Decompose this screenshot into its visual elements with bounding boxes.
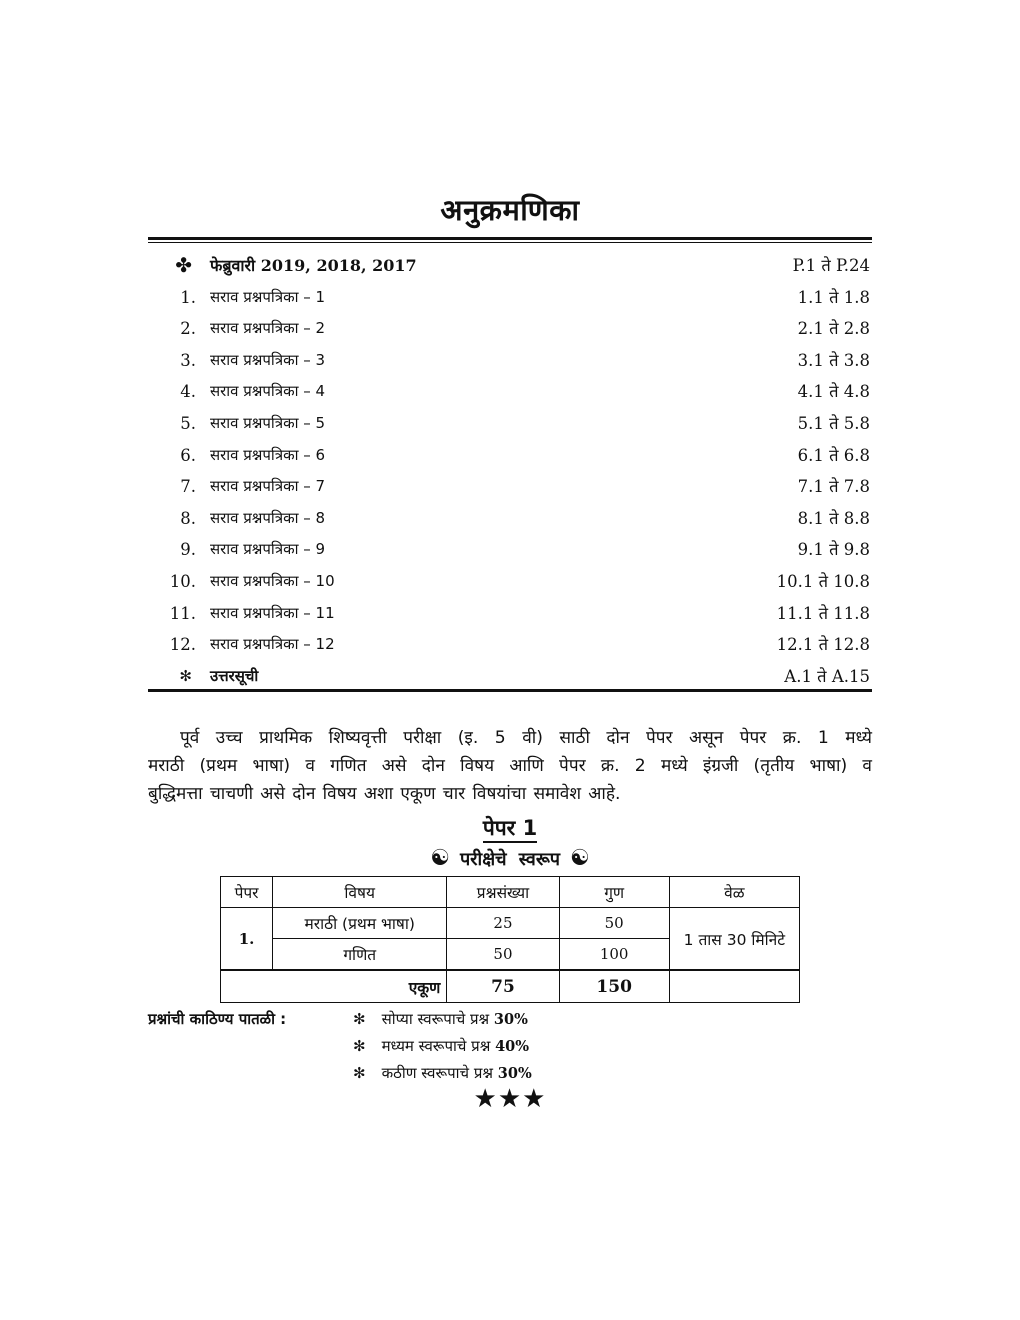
questions-cell: 25 bbox=[447, 908, 559, 939]
toc-num: 8. bbox=[180, 508, 196, 528]
toc-row[interactable] bbox=[148, 471, 872, 503]
toc-label: सराव प्रश्नपत्रिका – 2 bbox=[210, 319, 326, 338]
toc-num: 6. bbox=[180, 445, 196, 465]
toc-pages: P.1 ते P.24 bbox=[792, 256, 870, 275]
paper-title bbox=[0, 814, 1020, 842]
intro-line: पूर्व उच्च प्राथमिक शिष्यवृत्ती परीक्षा (इ. 5 वी) साठी दोन पेपर असून पेपर क्र. 1 मध्ये bbox=[180, 728, 872, 748]
yin-yang-icon: ☯ bbox=[430, 846, 450, 871]
toc-num: 3. bbox=[180, 350, 196, 370]
page-title: अनुक्रमणिका bbox=[440, 193, 580, 227]
toc-num: 2. bbox=[180, 319, 196, 339]
toc-row[interactable] bbox=[148, 629, 872, 661]
time-cell: 1 तास 30 मिनिटे bbox=[669, 908, 799, 971]
toc-row[interactable] bbox=[148, 408, 872, 440]
toc-label: सराव प्रश्नपत्रिका – 4 bbox=[210, 382, 326, 401]
toc-row[interactable] bbox=[148, 282, 872, 314]
asterisk-icon: ✻ bbox=[353, 1064, 366, 1082]
toc-row[interactable] bbox=[148, 503, 872, 535]
toc-row[interactable] bbox=[148, 534, 872, 566]
toc-label: उत्तरसूची bbox=[210, 666, 259, 685]
toc-row[interactable] bbox=[148, 313, 872, 345]
column-header: प्रश्नसंख्या bbox=[447, 877, 559, 908]
total-questions-cell: 75 bbox=[447, 970, 559, 1003]
exam-format-heading-text: परीक्षेचे स्वरूप bbox=[459, 849, 561, 870]
toc-pages: 4.1 ते 4.8 bbox=[797, 382, 870, 402]
asterisk-icon: ✻ bbox=[353, 1037, 366, 1055]
toc-pages: 7.1 ते 7.8 bbox=[797, 477, 870, 497]
toc-bottom-rule bbox=[148, 689, 872, 692]
toc-label: सराव प्रश्नपत्रिका – 6 bbox=[210, 445, 326, 464]
column-header: पेपर bbox=[221, 877, 273, 908]
yin-yang-icon: ☯ bbox=[570, 846, 590, 871]
intro-paragraph bbox=[148, 724, 872, 808]
toc-pages: 1.1 ते 1.8 bbox=[797, 287, 870, 307]
difficulty-item bbox=[353, 1060, 532, 1087]
column-header: विषय bbox=[273, 877, 447, 908]
toc-label: सराव प्रश्नपत्रिका – 7 bbox=[210, 477, 326, 496]
difficulty-text: मध्यम स्वरूपाचे प्रश्न bbox=[381, 1037, 491, 1055]
total-empty-cell bbox=[669, 970, 799, 1003]
toc-num: 7. bbox=[180, 477, 196, 497]
difficulty-item bbox=[353, 1006, 528, 1033]
subject-cell: मराठी (प्रथम भाषा) bbox=[273, 908, 447, 939]
table-header-row bbox=[221, 877, 800, 908]
toc-pages: 6.1 ते 6.8 bbox=[797, 445, 870, 465]
toc-label: सराव प्रश्नपत्रिका – 11 bbox=[210, 603, 335, 622]
toc-pages: A.1 ते A.15 bbox=[784, 666, 870, 686]
toc-label: सराव प्रश्नपत्रिका – 1 bbox=[210, 287, 326, 306]
exam-format-table bbox=[220, 876, 800, 1003]
toc-row[interactable] bbox=[148, 376, 872, 408]
asterisk-icon: ✻ bbox=[179, 666, 192, 685]
difficulty-text: कठीण स्वरूपाचे प्रश्न bbox=[381, 1064, 493, 1082]
total-row bbox=[221, 970, 800, 1003]
toc-pages: 8.1 ते 8.8 bbox=[797, 508, 870, 528]
toc-row[interactable] bbox=[148, 440, 872, 472]
difficulty-section bbox=[148, 1006, 872, 1096]
toc-num: 4. bbox=[180, 382, 196, 402]
toc-row[interactable] bbox=[148, 345, 872, 377]
difficulty-percent: 30% bbox=[497, 1065, 532, 1082]
toc-label: सराव प्रश्नपत्रिका – 3 bbox=[210, 350, 326, 369]
toc-pages: 9.1 ते 9.8 bbox=[797, 540, 870, 560]
toc-footer-row[interactable] bbox=[148, 661, 872, 693]
column-header: वेळ bbox=[669, 877, 799, 908]
toc-pages: 5.1 ते 5.8 bbox=[797, 413, 870, 433]
marks-cell: 100 bbox=[559, 939, 669, 971]
toc-num: 12. bbox=[169, 635, 196, 655]
table-row bbox=[221, 908, 800, 939]
star-icon: ★★★ bbox=[473, 1084, 547, 1114]
difficulty-percent: 40% bbox=[495, 1038, 530, 1055]
total-marks-cell: 150 bbox=[559, 970, 669, 1003]
exam-format-heading bbox=[0, 846, 1020, 871]
intro-line: बुद्धिमत्ता चाचणी असे दोन विषय अशा एकूण चार विषयांचा समावेश आहे. bbox=[148, 784, 621, 804]
toc-pages: 3.1 ते 3.8 bbox=[797, 350, 870, 370]
table-of-contents bbox=[148, 250, 872, 692]
toc-num: 1. bbox=[180, 287, 196, 307]
subject-cell: गणित bbox=[273, 939, 447, 971]
difficulty-percent: 30% bbox=[493, 1011, 528, 1028]
toc-row[interactable] bbox=[148, 566, 872, 598]
toc-pages: 10.1 ते 10.8 bbox=[776, 571, 870, 591]
difficulty-text: सोप्या स्वरूपाचे प्रश्न bbox=[381, 1010, 490, 1028]
toc-label: सराव प्रश्नपत्रिका – 8 bbox=[210, 508, 326, 527]
toc-label: सराव प्रश्नपत्रिका – 12 bbox=[210, 635, 335, 654]
toc-num: 10. bbox=[169, 571, 196, 591]
questions-cell: 50 bbox=[447, 939, 559, 971]
asterisk-icon: ✻ bbox=[353, 1010, 366, 1028]
toc-header-row[interactable] bbox=[148, 250, 872, 282]
toc-label: सराव प्रश्नपत्रिका – 5 bbox=[210, 413, 326, 432]
toc-num: 5. bbox=[180, 413, 196, 433]
paper-title-text: पेपर 1 bbox=[483, 816, 537, 843]
toc-pages: 12.1 ते 12.8 bbox=[776, 635, 870, 655]
title-rule-thin bbox=[148, 242, 872, 243]
difficulty-item bbox=[353, 1033, 529, 1060]
clover-icon: ✤ bbox=[175, 253, 192, 277]
toc-num: 11. bbox=[169, 603, 196, 623]
marks-cell: 50 bbox=[559, 908, 669, 939]
title-rule-thick bbox=[148, 237, 872, 240]
paper-number-cell: 1. bbox=[221, 908, 273, 971]
difficulty-label: प्रश्नांची काठिण्य पातळी : bbox=[148, 1010, 287, 1028]
toc-label: सराव प्रश्नपत्रिका – 9 bbox=[210, 540, 326, 559]
toc-num: 9. bbox=[180, 540, 196, 560]
toc-label: फेब्रुवारी 2019, 2018, 2017 bbox=[210, 256, 417, 275]
toc-label: सराव प्रश्नपत्रिका – 10 bbox=[210, 571, 335, 590]
toc-row[interactable] bbox=[148, 598, 872, 630]
total-label-cell: एकूण bbox=[221, 970, 447, 1003]
toc-pages: 11.1 ते 11.8 bbox=[776, 603, 870, 623]
column-header: गुण bbox=[559, 877, 669, 908]
toc-pages: 2.1 ते 2.8 bbox=[797, 319, 870, 339]
intro-line: मराठी (प्रथम भाषा) व गणित असे दोन विषय आणि पेपर क्र. 2 मध्ये इंग्रजी (तृतीय भाषा) व bbox=[148, 756, 872, 776]
